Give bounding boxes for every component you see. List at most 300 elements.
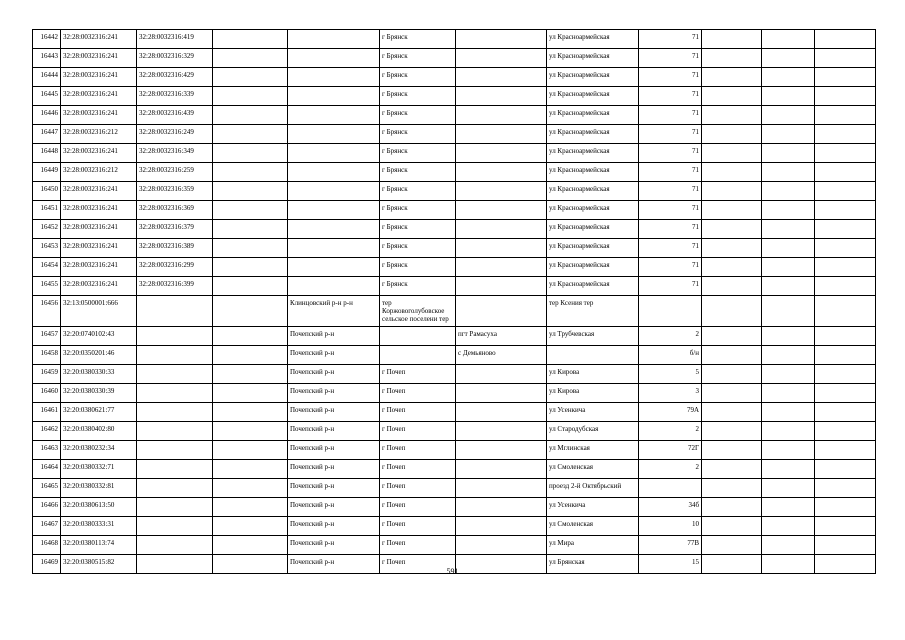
- table-row: [33, 182, 876, 201]
- sub-cadastral-number-cell: 32:28:0032316:349: [137, 144, 213, 163]
- table-row: [33, 201, 876, 220]
- cadastral-number-cell: 32:28:0032316:212: [61, 163, 137, 182]
- district-cell: Почепский р-н: [288, 517, 380, 536]
- extra-2-cell: [762, 220, 815, 239]
- row-number-cell: 16448: [33, 144, 61, 163]
- settlement-cell: г Почеп: [380, 403, 456, 422]
- sub-cadastral-number-cell: 32:28:0032316:389: [137, 239, 213, 258]
- district-cell: [288, 87, 380, 106]
- extra-3-cell: [815, 327, 876, 346]
- extra-3-cell: [815, 365, 876, 384]
- cadastral-number-cell: 32:13:0500001:666: [61, 296, 137, 327]
- extra-2-cell: [762, 144, 815, 163]
- street-cell: ул Красноармейская: [547, 182, 639, 201]
- row-number-cell: 16465: [33, 479, 61, 498]
- page-number: 591: [446, 567, 459, 576]
- sub-cadastral-number-cell: 32:28:0032316:369: [137, 201, 213, 220]
- street-cell: проезд 2-й Октябрьский: [547, 479, 639, 498]
- house-number-cell: 10: [639, 517, 702, 536]
- extra-2-cell: [762, 346, 815, 365]
- locality-cell: [456, 536, 547, 555]
- extra-3-cell: [815, 422, 876, 441]
- extra-1-cell: [702, 384, 762, 403]
- cadastral-number-cell: 32:20:0380613:50: [61, 498, 137, 517]
- locality-cell: с Демьяново: [456, 346, 547, 365]
- region-cell: [213, 460, 288, 479]
- cadastral-number-cell: 32:28:0032316:241: [61, 182, 137, 201]
- street-cell: ул Брянская: [547, 555, 639, 574]
- extra-2-cell: [762, 106, 815, 125]
- settlement-cell: г Брянск: [380, 144, 456, 163]
- row-number-cell: 16450: [33, 182, 61, 201]
- sub-cadastral-number-cell: 32:28:0032316:399: [137, 277, 213, 296]
- settlement-cell: г Почеп: [380, 365, 456, 384]
- cadastral-number-cell: 32:28:0032316:241: [61, 258, 137, 277]
- house-number-cell: 71: [639, 182, 702, 201]
- row-number-cell: 16444: [33, 68, 61, 87]
- sub-cadastral-number-cell: [137, 479, 213, 498]
- row-number-cell: 16451: [33, 201, 61, 220]
- extra-3-cell: [815, 277, 876, 296]
- extra-3-cell: [815, 517, 876, 536]
- district-cell: [288, 220, 380, 239]
- region-cell: [213, 87, 288, 106]
- extra-1-cell: [702, 365, 762, 384]
- settlement-cell: г Почеп: [380, 441, 456, 460]
- locality-cell: [456, 403, 547, 422]
- extra-3-cell: [815, 87, 876, 106]
- extra-3-cell: [815, 68, 876, 87]
- extra-3-cell: [815, 296, 876, 327]
- cadastral-number-cell: 32:20:0380232:34: [61, 441, 137, 460]
- district-cell: [288, 182, 380, 201]
- region-cell: [213, 422, 288, 441]
- house-number-cell: 5: [639, 365, 702, 384]
- extra-2-cell: [762, 68, 815, 87]
- sub-cadastral-number-cell: 32:28:0032316:259: [137, 163, 213, 182]
- house-number-cell: 71: [639, 144, 702, 163]
- table-row: [33, 239, 876, 258]
- street-cell: ул Смоленская: [547, 460, 639, 479]
- sub-cadastral-number-cell: 32:28:0032316:359: [137, 182, 213, 201]
- house-number-cell: 71: [639, 239, 702, 258]
- register-sheet: [32, 29, 875, 574]
- district-cell: [288, 201, 380, 220]
- settlement-cell: тер Коржовоголубовское сельское поселени тер: [380, 296, 456, 327]
- settlement-cell: г Почеп: [380, 555, 456, 574]
- cadastral-number-cell: 32:28:0032316:241: [61, 144, 137, 163]
- extra-1-cell: [702, 144, 762, 163]
- extra-2-cell: [762, 296, 815, 327]
- district-cell: [288, 106, 380, 125]
- street-cell: ул Красноармейская: [547, 258, 639, 277]
- street-cell: ул Усенкича: [547, 403, 639, 422]
- settlement-cell: г Почеп: [380, 498, 456, 517]
- table-body: [33, 30, 876, 574]
- region-cell: [213, 517, 288, 536]
- extra-1-cell: [702, 125, 762, 144]
- district-cell: [288, 239, 380, 258]
- settlement-cell: г Почеп: [380, 517, 456, 536]
- region-cell: [213, 30, 288, 49]
- extra-1-cell: [702, 163, 762, 182]
- table-row: [33, 536, 876, 555]
- table-row: [33, 346, 876, 365]
- extra-2-cell: [762, 239, 815, 258]
- sub-cadastral-number-cell: [137, 346, 213, 365]
- extra-1-cell: [702, 182, 762, 201]
- row-number-cell: 16461: [33, 403, 61, 422]
- region-cell: [213, 479, 288, 498]
- district-cell: Почепский р-н: [288, 403, 380, 422]
- row-number-cell: 16458: [33, 346, 61, 365]
- locality-cell: [456, 125, 547, 144]
- house-number-cell: 71: [639, 49, 702, 68]
- house-number-cell: 71: [639, 30, 702, 49]
- extra-2-cell: [762, 49, 815, 68]
- house-number-cell: [639, 479, 702, 498]
- street-cell: ул Красноармейская: [547, 144, 639, 163]
- table-row: [33, 87, 876, 106]
- table-row: [33, 30, 876, 49]
- extra-3-cell: [815, 144, 876, 163]
- extra-1-cell: [702, 498, 762, 517]
- cadastral-number-cell: 32:20:0380515:82: [61, 555, 137, 574]
- region-cell: [213, 327, 288, 346]
- extra-1-cell: [702, 258, 762, 277]
- sub-cadastral-number-cell: 32:28:0032316:299: [137, 258, 213, 277]
- house-number-cell: 72Г: [639, 441, 702, 460]
- house-number-cell: 71: [639, 163, 702, 182]
- house-number-cell: 2: [639, 422, 702, 441]
- extra-3-cell: [815, 30, 876, 49]
- sub-cadastral-number-cell: 32:28:0032316:339: [137, 87, 213, 106]
- row-number-cell: 16455: [33, 277, 61, 296]
- row-number-cell: 16460: [33, 384, 61, 403]
- table-row: [33, 220, 876, 239]
- locality-cell: [456, 201, 547, 220]
- district-cell: [288, 30, 380, 49]
- locality-cell: [456, 517, 547, 536]
- house-number-cell: 2: [639, 327, 702, 346]
- extra-2-cell: [762, 182, 815, 201]
- extra-1-cell: [702, 536, 762, 555]
- region-cell: [213, 384, 288, 403]
- extra-1-cell: [702, 517, 762, 536]
- cadastral-number-cell: 32:20:0380113:74: [61, 536, 137, 555]
- extra-2-cell: [762, 201, 815, 220]
- house-number-cell: 15: [639, 555, 702, 574]
- locality-cell: [456, 106, 547, 125]
- table-row: [33, 460, 876, 479]
- district-cell: Почепский р-н: [288, 346, 380, 365]
- cadastral-number-cell: 32:20:0350201:46: [61, 346, 137, 365]
- house-number-cell: 71: [639, 106, 702, 125]
- extra-3-cell: [815, 498, 876, 517]
- street-cell: ул Красноармейская: [547, 68, 639, 87]
- region-cell: [213, 106, 288, 125]
- cadastral-number-cell: 32:28:0032316:241: [61, 30, 137, 49]
- region-cell: [213, 403, 288, 422]
- extra-1-cell: [702, 277, 762, 296]
- settlement-cell: г Брянск: [380, 106, 456, 125]
- row-number-cell: 16454: [33, 258, 61, 277]
- row-number-cell: 16449: [33, 163, 61, 182]
- sub-cadastral-number-cell: [137, 365, 213, 384]
- table-row: [33, 422, 876, 441]
- sub-cadastral-number-cell: [137, 441, 213, 460]
- extra-1-cell: [702, 296, 762, 327]
- row-number-cell: 16453: [33, 239, 61, 258]
- street-cell: ул Усенкича: [547, 498, 639, 517]
- house-number-cell: 71: [639, 258, 702, 277]
- region-cell: [213, 239, 288, 258]
- settlement-cell: г Брянск: [380, 125, 456, 144]
- extra-2-cell: [762, 422, 815, 441]
- street-cell: ул Красноармейская: [547, 87, 639, 106]
- district-cell: Почепский р-н: [288, 536, 380, 555]
- settlement-cell: г Почеп: [380, 422, 456, 441]
- region-cell: [213, 296, 288, 327]
- locality-cell: пгт Рамасуха: [456, 327, 547, 346]
- extra-1-cell: [702, 220, 762, 239]
- cadastral-number-cell: 32:28:0032316:241: [61, 49, 137, 68]
- cadastral-number-cell: 32:28:0032316:241: [61, 239, 137, 258]
- extra-2-cell: [762, 365, 815, 384]
- house-number-cell: 79А: [639, 403, 702, 422]
- table-row: [33, 403, 876, 422]
- cadastral-number-cell: 32:20:0380330:33: [61, 365, 137, 384]
- locality-cell: [456, 68, 547, 87]
- extra-2-cell: [762, 403, 815, 422]
- extra-1-cell: [702, 49, 762, 68]
- sub-cadastral-number-cell: 32:28:0032316:419: [137, 30, 213, 49]
- sub-cadastral-number-cell: [137, 296, 213, 327]
- district-cell: [288, 258, 380, 277]
- table-row: [33, 68, 876, 87]
- sub-cadastral-number-cell: [137, 422, 213, 441]
- region-cell: [213, 144, 288, 163]
- street-cell: ул Красноармейская: [547, 106, 639, 125]
- region-cell: [213, 125, 288, 144]
- sub-cadastral-number-cell: 32:28:0032316:439: [137, 106, 213, 125]
- house-number-cell: 3: [639, 384, 702, 403]
- settlement-cell: г Брянск: [380, 258, 456, 277]
- table-row: [33, 163, 876, 182]
- district-cell: [288, 144, 380, 163]
- settlement-cell: г Брянск: [380, 49, 456, 68]
- row-number-cell: 16467: [33, 517, 61, 536]
- street-cell: ул Красноармейская: [547, 125, 639, 144]
- district-cell: Клинцовский р-н р-н: [288, 296, 380, 327]
- extra-2-cell: [762, 30, 815, 49]
- cadastral-number-cell: 32:28:0032316:241: [61, 106, 137, 125]
- settlement-cell: г Брянск: [380, 239, 456, 258]
- district-cell: [288, 125, 380, 144]
- row-number-cell: 16462: [33, 422, 61, 441]
- region-cell: [213, 441, 288, 460]
- table-row: [33, 517, 876, 536]
- sub-cadastral-number-cell: [137, 517, 213, 536]
- locality-cell: [456, 144, 547, 163]
- table-row: [33, 327, 876, 346]
- street-cell: ул Красноармейская: [547, 163, 639, 182]
- sub-cadastral-number-cell: [137, 403, 213, 422]
- street-cell: [547, 346, 639, 365]
- locality-cell: [456, 220, 547, 239]
- street-cell: ул Красноармейская: [547, 277, 639, 296]
- row-number-cell: 16468: [33, 536, 61, 555]
- street-cell: ул Кирова: [547, 365, 639, 384]
- extra-2-cell: [762, 87, 815, 106]
- locality-cell: [456, 479, 547, 498]
- district-cell: Почепский р-н: [288, 422, 380, 441]
- cadastral-number-cell: 32:20:0380330:39: [61, 384, 137, 403]
- table-row: [33, 365, 876, 384]
- district-cell: [288, 49, 380, 68]
- district-cell: Почепский р-н: [288, 384, 380, 403]
- street-cell: ул Красноармейская: [547, 239, 639, 258]
- table-row: [33, 384, 876, 403]
- settlement-cell: г Брянск: [380, 201, 456, 220]
- row-number-cell: 16457: [33, 327, 61, 346]
- extra-2-cell: [762, 517, 815, 536]
- house-number-cell: 2: [639, 460, 702, 479]
- extra-3-cell: [815, 441, 876, 460]
- district-cell: Почепский р-н: [288, 365, 380, 384]
- cadastral-number-cell: 32:28:0032316:212: [61, 125, 137, 144]
- extra-2-cell: [762, 277, 815, 296]
- extra-2-cell: [762, 258, 815, 277]
- extra-1-cell: [702, 479, 762, 498]
- region-cell: [213, 258, 288, 277]
- street-cell: ул Красноармейская: [547, 49, 639, 68]
- region-cell: [213, 220, 288, 239]
- cadastral-number-cell: 32:28:0032316:241: [61, 68, 137, 87]
- house-number-cell: 71: [639, 220, 702, 239]
- district-cell: [288, 68, 380, 87]
- sub-cadastral-number-cell: 32:28:0032316:249: [137, 125, 213, 144]
- district-cell: [288, 277, 380, 296]
- sub-cadastral-number-cell: [137, 384, 213, 403]
- house-number-cell: 71: [639, 277, 702, 296]
- locality-cell: [456, 87, 547, 106]
- extra-3-cell: [815, 384, 876, 403]
- sub-cadastral-number-cell: [137, 498, 213, 517]
- cadastral-number-cell: 32:28:0032316:241: [61, 220, 137, 239]
- extra-2-cell: [762, 327, 815, 346]
- locality-cell: [456, 422, 547, 441]
- extra-1-cell: [702, 30, 762, 49]
- row-number-cell: 16445: [33, 87, 61, 106]
- cadastral-number-cell: 32:28:0032316:241: [61, 277, 137, 296]
- street-cell: ул Мглинская: [547, 441, 639, 460]
- district-cell: Почепский р-н: [288, 555, 380, 574]
- table-row: [33, 498, 876, 517]
- locality-cell: [456, 49, 547, 68]
- row-number-cell: 16442: [33, 30, 61, 49]
- locality-cell: [456, 182, 547, 201]
- street-cell: ул Мира: [547, 536, 639, 555]
- row-number-cell: 16463: [33, 441, 61, 460]
- house-number-cell: 71: [639, 87, 702, 106]
- settlement-cell: г Брянск: [380, 220, 456, 239]
- cadastral-number-cell: 32:20:0380402:80: [61, 422, 137, 441]
- extra-1-cell: [702, 403, 762, 422]
- extra-3-cell: [815, 346, 876, 365]
- locality-cell: [456, 460, 547, 479]
- sub-cadastral-number-cell: [137, 536, 213, 555]
- extra-2-cell: [762, 479, 815, 498]
- region-cell: [213, 201, 288, 220]
- street-cell: ул Кирова: [547, 384, 639, 403]
- cadastral-number-cell: 32:28:0032316:241: [61, 201, 137, 220]
- house-number-cell: [639, 296, 702, 327]
- row-number-cell: 16447: [33, 125, 61, 144]
- district-cell: [288, 163, 380, 182]
- extra-1-cell: [702, 441, 762, 460]
- extra-3-cell: [815, 220, 876, 239]
- table-row: [33, 296, 876, 327]
- extra-3-cell: [815, 182, 876, 201]
- settlement-cell: г Брянск: [380, 182, 456, 201]
- street-cell: тер Ксения тер: [547, 296, 639, 327]
- district-cell: Почепский р-н: [288, 327, 380, 346]
- locality-cell: [456, 30, 547, 49]
- cadastral-number-cell: 32:20:0380332:71: [61, 460, 137, 479]
- settlement-cell: г Почеп: [380, 460, 456, 479]
- locality-cell: [456, 441, 547, 460]
- house-number-cell: 71: [639, 68, 702, 87]
- extra-1-cell: [702, 422, 762, 441]
- region-cell: [213, 277, 288, 296]
- settlement-cell: г Брянск: [380, 163, 456, 182]
- settlement-cell: г Брянск: [380, 277, 456, 296]
- street-cell: ул Трубчевская: [547, 327, 639, 346]
- extra-2-cell: [762, 441, 815, 460]
- row-number-cell: 16443: [33, 49, 61, 68]
- extra-2-cell: [762, 163, 815, 182]
- house-number-cell: 71: [639, 125, 702, 144]
- locality-cell: [456, 239, 547, 258]
- row-number-cell: 16466: [33, 498, 61, 517]
- sub-cadastral-number-cell: 32:28:0032316:429: [137, 68, 213, 87]
- extra-1-cell: [702, 460, 762, 479]
- extra-3-cell: [815, 239, 876, 258]
- region-cell: [213, 365, 288, 384]
- settlement-cell: г Брянск: [380, 68, 456, 87]
- region-cell: [213, 68, 288, 87]
- row-number-cell: 16459: [33, 365, 61, 384]
- district-cell: Почепский р-н: [288, 498, 380, 517]
- cadastral-number-cell: 32:28:0032316:241: [61, 87, 137, 106]
- table-row: [33, 106, 876, 125]
- table-row: [33, 258, 876, 277]
- region-cell: [213, 182, 288, 201]
- sub-cadastral-number-cell: 32:28:0032316:379: [137, 220, 213, 239]
- extra-1-cell: [702, 106, 762, 125]
- street-cell: ул Красноармейская: [547, 201, 639, 220]
- settlement-cell: г Почеп: [380, 536, 456, 555]
- extra-1-cell: [702, 346, 762, 365]
- settlement-cell: г Почеп: [380, 384, 456, 403]
- region-cell: [213, 346, 288, 365]
- table-row: [33, 277, 876, 296]
- table-row: [33, 49, 876, 68]
- extra-3-cell: [815, 258, 876, 277]
- extra-1-cell: [702, 239, 762, 258]
- region-cell: [213, 49, 288, 68]
